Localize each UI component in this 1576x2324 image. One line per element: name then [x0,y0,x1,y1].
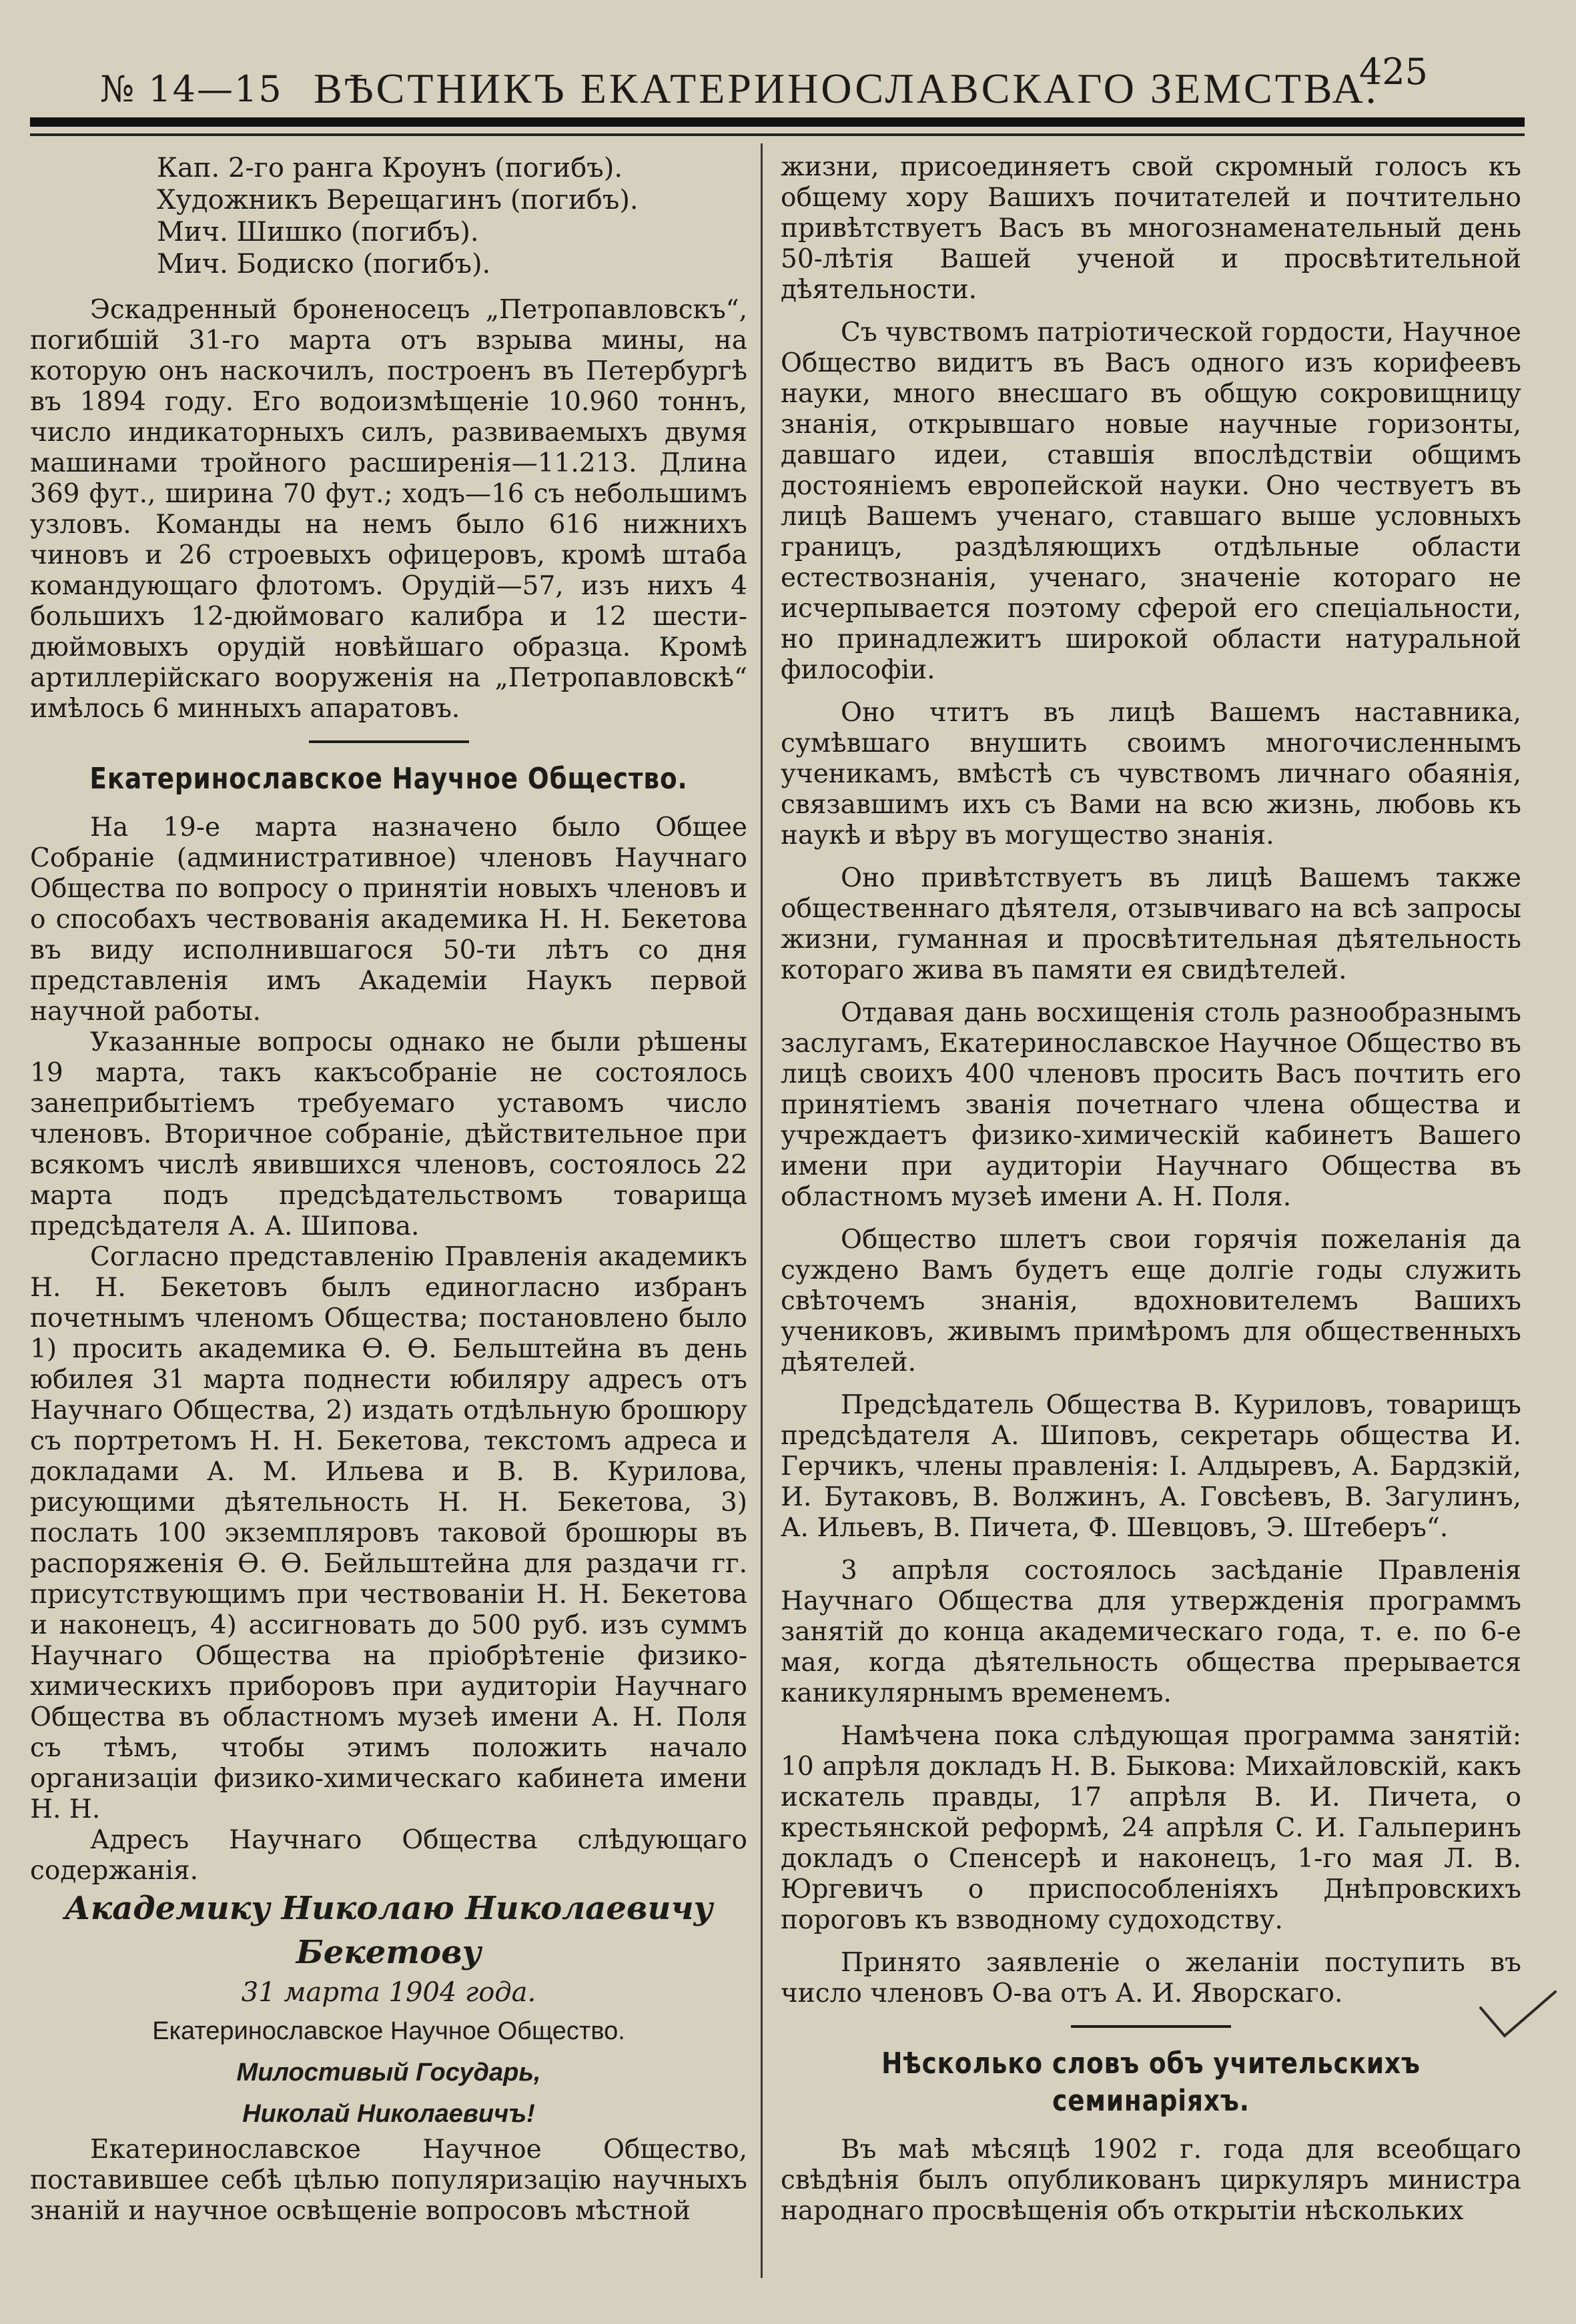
casualty-item: Кап. 2-го ранга Кроунъ (погибъ). [157,153,623,183]
page-number: 425 [1358,51,1428,93]
paragraph: На 19-е марта назначено было Общее Собраніе (административное) членовъ Научнаго Общества по вопросу о принятіи новыхъ членовъ и о способахъ чествованія академика Н. Н. Бекетова въ виду исполнившагося 50-ти лѣтъ со дня представленія имъ Академіи Наукъ первой научной работы. [30,812,747,1027]
header-rule-thin [30,133,1525,136]
section-divider [1071,2025,1231,2028]
paragraph: Съ чувствомъ патріотической гордости, Научное Общество видитъ въ Васъ одного изъ корифеевъ науки, много внесшаго въ общую сокровищницу знанія, открывшаго новые научные горизонты, давшаго идеи, ставшія впослѣдствіи общимъ достояніемъ европейской науки. Оно чествуетъ въ лицѣ Вашемъ ученаго, ставшаго выше условныхъ границъ, раздѣляющихъ отдѣльные области естествознанія, ученаго, значеніе котораго не исчерпывается поэтому сферой его спеціальности, но принадлежитъ широкой области натуральной философіи. [781,318,1521,685]
casualty-list [30,152,747,280]
address-text-start: Екатеринославское Научное Общество, поставившее себѣ цѣлью популяризацію научныхъ знаній и научное освѣщеніе вопросовъ мѣстной [30,2135,747,2226]
paragraph: Въ маѣ мѣсяцѣ 1902 г. года для всеобщаго свѣдѣнія былъ опубликованъ циркуляръ министра народнаго просвѣщенія объ открытіи нѣскольких [781,2135,1521,2226]
section-divider [309,740,469,743]
page-header [93,48,1521,121]
section-title-seminaries: Нѣсколько словъ объ учительскихъ семинаріяхъ. [881,2047,1421,2118]
section-title-society: Екатеринославское Научное Общество. [89,762,688,796]
paragraph: 3 апрѣля состоялось засѣданіе Правленія Научнаго Общества для утвержденія программъ занятій до конца академическаго года, т. е. по 6-е мая, когда дѣятельность общества прерывается каникулярнымъ временемъ. [781,1556,1521,1708]
casualty-item: Мич. Шишко (погибъ). [157,217,479,247]
address-sender: Екатеринославское Научное Общество. [152,2017,625,2045]
battleship-paragraph: Эскадренный броненосецъ „Петропавловскъ“, погибшій 31-го марта отъ взрыва мины, на которую онъ наскочилъ, построенъ въ Петербургѣ въ 1894 году. Его водоизмѣщеніе 10.960 тоннъ, число индикаторныхъ силъ, развиваемыхъ двумя машинами тройного расширенія—11.213. Длина 369 фут., ширина 70 фут.; ходъ—16 съ небольшимъ узловъ. Команды на немъ было 616 нижнихъ чиновъ и 26 строевыхъ офицеровъ, кромѣ штаба командующаго флотомъ. Орудій—57, изъ нихъ 4 большихъ 12-дюймоваго калибра и 12 шести-дюймовыхъ орудій новѣйшаго образца. Кромѣ артиллерійскаго вооруженія на „Петропавловскѣ“ имѣлось 6 минныхъ апаратовъ. [30,295,747,724]
header-rule-thick [30,117,1525,127]
paragraph: Общество шлетъ свои горячія пожеланія да суждено Вамъ будетъ еще долгіе годы служить свѣточемъ знанія, вдохновителемъ Вашихъ учениковъ, живымъ примѣромъ для общественныхъ дѣятелей. [781,1225,1521,1377]
issue-number: № 14—15 [100,68,283,110]
casualty-item: Мич. Бодиско (погибъ). [157,249,491,279]
casualty-item: Художникъ Верещагинъ (погибъ). [157,185,639,215]
left-column [30,152,747,2307]
column-separator [761,143,763,2278]
address-date: 31 марта 1904 года. [241,1977,536,2008]
paragraph: жизни, присоединяетъ свой скромный голосъ къ общему хору Вашихъ почитателей и почтительно привѣтствуетъ Васъ въ многознаменательный день 50-лѣтія Вашей ученой и просвѣтительной дѣятельности. [781,152,1521,305]
greeting-line-2: Николай Николаевичъ! [242,2100,535,2128]
right-column [781,152,1521,2307]
paragraph: Адресъ Научнаго Общества слѣдующаго содержанія. [30,1825,747,1886]
address-recipient: Академику Николаю Николаевичу Бекетову [64,1890,713,1971]
greeting-line-1: Милостивый Государь, [236,2059,541,2087]
pencil-checkmark-icon [1478,1988,1558,2041]
paragraph: Отдавая дань восхищенія столь разнообразнымъ заслугамъ, Екатеринославское Научное Общество въ лицѣ своихъ 400 членовъ просить Васъ почтить его принятіемъ званія почетнаго члена общества и учреждаетъ физико-химическій кабинетъ Вашего имени при аудиторіи Научнаго Общества въ областномъ музеѣ имени А. Н. Поля. [781,998,1521,1212]
journal-title: ВѢСТНИКЪ ЕКАТЕРИНОСЛАВСКАГО ЗЕМСТВА. [314,65,1379,112]
paragraph: Оно чтитъ въ лицѣ Вашемъ наставника, сумѣвшаго внушить своимъ многочисленнымъ ученикамъ, вмѣстѣ съ чувствомъ личнаго обаянія, связавшимъ ихъ съ Вами на всю жизнь, любовь къ наукѣ и вѣру въ могущество знанія. [781,698,1521,850]
paragraph: Принято заявленіе о желаніи поступить въ число членовъ О-ва отъ А. И. Яворскаго. [781,1948,1521,2008]
paragraph: Указанные вопросы однако не были рѣшены 19 марта, такъ какъсобраніе не состоялось занеприбытіемъ требуемаго уставомъ число членовъ. Вторичное собраніе, дѣйствительное при всякомъ числѣ явившихся членовъ, состоялось 22 марта подъ предсѣдательствомъ товарища предсѣдателя А. А. Шипова. [30,1027,747,1241]
paragraph: Оно привѣтствуетъ въ лицѣ Вашемъ также общественнаго дѣятеля, отзывчиваго на всѣ запросы жизни, гуманная и просвѣтительная дѣятельность котораго жива въ памяти ея свидѣтелей. [781,863,1521,985]
paragraph: Предсѣдатель Общества В. Куриловъ, товарищъ предсѣдателя А. Шиповъ, секретарь общества И. Герчикъ, члены правленія: І. Алдыревъ, А. Бардзкій, И. Бутаковъ, В. Волжинъ, А. Говсѣевъ, В. Загулинъ, А. Ильевъ, В. Пичета, Ф. Шевцовъ, Э. Штеберъ“. [781,1390,1521,1543]
paragraph: Согласно представленію Правленія академикъ Н. Н. Бекетовъ былъ единогласно избранъ почетнымъ членомъ Общества; постановлено было 1) просить академика Ѳ. Ѳ. Бельштейна въ день юбилея 31 марта поднести юбиляру адресъ отъ Научнаго Общества, 2) издать отдѣльную брошюру съ портретомъ Н. Н. Бекетова, текстомъ адреса и докладами А. М. Ильева и В. В. Курилова, рисующими дѣятельность Н. Н. Бекетова, 3) послать 100 экземпляровъ таковой брошюры въ распоряженія Ѳ. Ѳ. Бейльштейна для раздачи гг. присутствующимъ при чествованіи Н. Н. Бекетова и наконецъ, 4) ассигновать до 500 руб. изъ суммъ Научнаго Общества на пріобрѣтеніе физико-химическихъ приборовъ при аудиторіи Научнаго Общества въ областномъ музеѣ имени А. Н. Поля съ тѣмъ, чтобы этимъ положить начало организаціи физико-химическаго кабинета имени Н. Н. [30,1242,747,1824]
paragraph: Намѣчена пока слѣдующая программа занятій: 10 апрѣля докладъ Н. В. Быкова: Михайловскій, какъ искатель правды, 17 апрѣля В. И. Пичета, о крестьянской реформѣ, 24 апрѣля С. И. Гальперинъ докладъ о Спенсерѣ и наконецъ, 1-го мая Л. В. Юргевичъ о приспособленіяхъ Днѣпровскихъ пороговъ къ взводному судоходству. [781,1721,1521,1935]
